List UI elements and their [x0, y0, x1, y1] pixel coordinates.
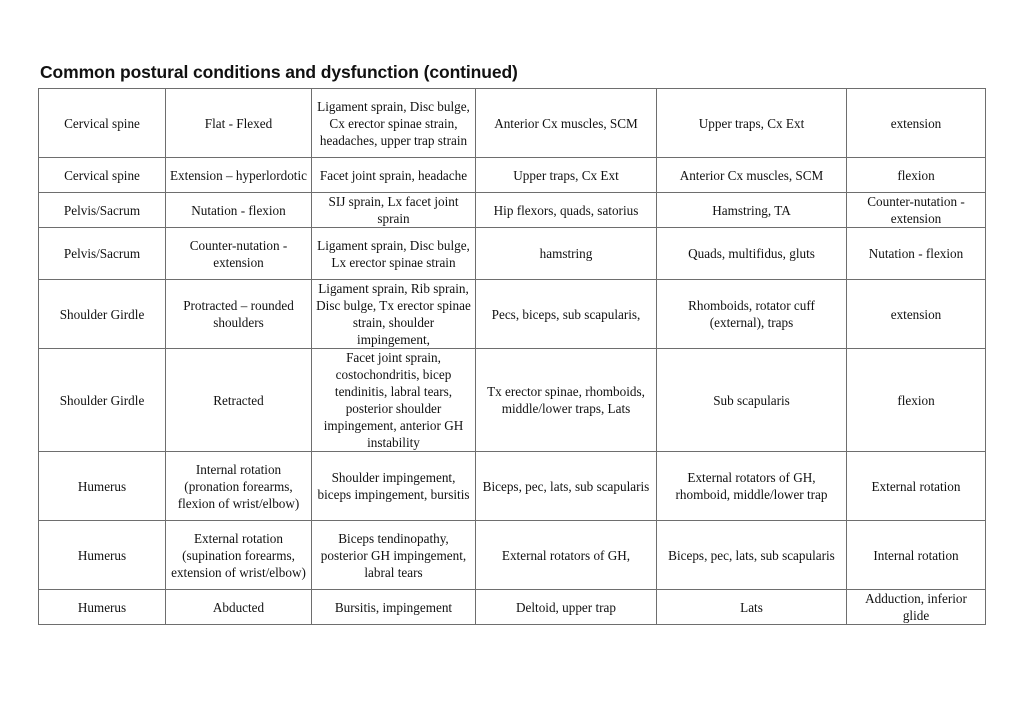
conditions-cell: Ligament sprain, Disc bulge, Cx erector spinae strain, headaches, upper trap strain	[312, 89, 476, 158]
tight-muscles-cell: External rotators of GH,	[476, 521, 657, 590]
table-row	[39, 193, 986, 228]
correction-cell: External rotation	[847, 452, 986, 521]
postural-conditions-table	[38, 88, 986, 625]
weak-muscles-cell: Quads, multifidus, gluts	[657, 228, 847, 280]
region-cell: Humerus	[39, 590, 166, 625]
tight-muscles-cell: Anterior Cx muscles, SCM	[476, 89, 657, 158]
weak-muscles-cell: Hamstring, TA	[657, 193, 847, 228]
correction-cell: Internal rotation	[847, 521, 986, 590]
table-row	[39, 590, 986, 625]
conditions-cell: Shoulder impingement, biceps impingement, bursitis	[312, 452, 476, 521]
posture-cell: Abducted	[166, 590, 312, 625]
conditions-cell: Ligament sprain, Rib sprain, Disc bulge, Tx erector spinae strain, shoulder impingement,	[312, 280, 476, 349]
posture-cell: Retracted	[166, 349, 312, 452]
posture-cell: Nutation - flexion	[166, 193, 312, 228]
weak-muscles-cell: Sub scapularis	[657, 349, 847, 452]
tight-muscles-cell: Biceps, pec, lats, sub scapularis	[476, 452, 657, 521]
correction-cell: flexion	[847, 349, 986, 452]
conditions-cell: Ligament sprain, Disc bulge, Lx erector spinae strain	[312, 228, 476, 280]
posture-cell: Protracted – rounded shoulders	[166, 280, 312, 349]
conditions-cell: Bursitis, impingement	[312, 590, 476, 625]
tight-muscles-cell: Upper traps, Cx Ext	[476, 158, 657, 193]
weak-muscles-cell: Upper traps, Cx Ext	[657, 89, 847, 158]
conditions-cell: SIJ sprain, Lx facet joint sprain	[312, 193, 476, 228]
weak-muscles-cell: Lats	[657, 590, 847, 625]
table-row	[39, 158, 986, 193]
conditions-cell: Facet joint sprain, headache	[312, 158, 476, 193]
table-row	[39, 452, 986, 521]
region-cell: Humerus	[39, 521, 166, 590]
table-row	[39, 89, 986, 158]
table-row	[39, 228, 986, 280]
posture-cell: Extension – hyperlordotic	[166, 158, 312, 193]
correction-cell: extension	[847, 89, 986, 158]
tight-muscles-cell: hamstring	[476, 228, 657, 280]
correction-cell: Counter-nutation - extension	[847, 193, 986, 228]
region-cell: Cervical spine	[39, 158, 166, 193]
region-cell: Humerus	[39, 452, 166, 521]
region-cell: Pelvis/Sacrum	[39, 193, 166, 228]
region-cell: Shoulder Girdle	[39, 349, 166, 452]
table-row	[39, 521, 986, 590]
table-row	[39, 280, 986, 349]
conditions-cell: Facet joint sprain, costochondritis, bicep tendinitis, labral tears, posterior shoulder impingement, anterior GH instability	[312, 349, 476, 452]
weak-muscles-cell: Rhomboids, rotator cuff (external), traps	[657, 280, 847, 349]
tight-muscles-cell: Deltoid, upper trap	[476, 590, 657, 625]
region-cell: Pelvis/Sacrum	[39, 228, 166, 280]
weak-muscles-cell: Anterior Cx muscles, SCM	[657, 158, 847, 193]
weak-muscles-cell: External rotators of GH, rhomboid, middle/lower trap	[657, 452, 847, 521]
correction-cell: Adduction, inferior glide	[847, 590, 986, 625]
correction-cell: Nutation - flexion	[847, 228, 986, 280]
tight-muscles-cell: Tx erector spinae, rhomboids, middle/lower traps, Lats	[476, 349, 657, 452]
tight-muscles-cell: Pecs, biceps, sub scapularis,	[476, 280, 657, 349]
tight-muscles-cell: Hip flexors, quads, satorius	[476, 193, 657, 228]
region-cell: Cervical spine	[39, 89, 166, 158]
region-cell: Shoulder Girdle	[39, 280, 166, 349]
correction-cell: extension	[847, 280, 986, 349]
correction-cell: flexion	[847, 158, 986, 193]
page-title: Common postural conditions and dysfunction (continued)	[40, 62, 518, 82]
table-row	[39, 349, 986, 452]
weak-muscles-cell: Biceps, pec, lats, sub scapularis	[657, 521, 847, 590]
posture-cell: External rotation (supination forearms, extension of wrist/elbow)	[166, 521, 312, 590]
posture-cell: Counter-nutation - extension	[166, 228, 312, 280]
conditions-cell: Biceps tendinopathy, posterior GH impingement, labral tears	[312, 521, 476, 590]
posture-cell: Flat - Flexed	[166, 89, 312, 158]
posture-cell: Internal rotation (pronation forearms, flexion of wrist/elbow)	[166, 452, 312, 521]
